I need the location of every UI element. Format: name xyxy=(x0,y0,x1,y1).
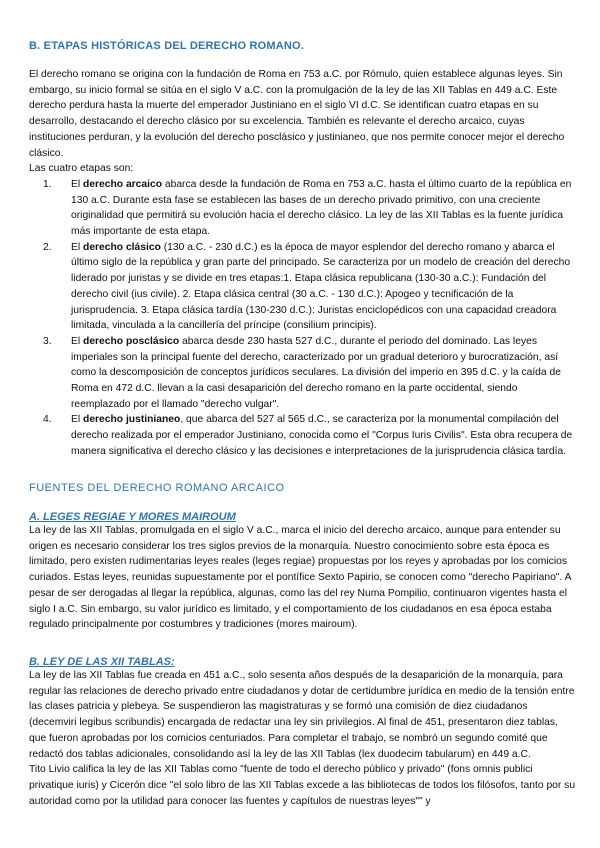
stage-prefix: El xyxy=(71,178,84,190)
stage-description: , que abarca del 527 al 565 d.C., se caracteriza por la monumental compilación del derecho realizada por el emperador Justiniano, conocida como el "Corpus Iuris Civilis". Esta obra recupera de manera significativa el derecho clásico y las decisiones e interpretaciones de la jurisprudencia clásica tardía. xyxy=(71,414,573,457)
stage-name: derecho posclásico xyxy=(83,335,180,347)
stages-list xyxy=(29,177,577,460)
fuentes-heading-block xyxy=(29,482,577,494)
sub-b-title: B. LEY DE LAS XII TABLAS: xyxy=(29,656,175,668)
sub-a-block xyxy=(29,511,577,633)
section-b-heading-block xyxy=(29,40,577,52)
stage-prefix: El xyxy=(71,241,84,253)
stage-item xyxy=(29,240,577,334)
stage-name: derecho clásico xyxy=(83,241,161,253)
stage-number: 4. xyxy=(43,414,52,426)
stage-number: 1. xyxy=(43,178,52,190)
stage-description: abarca desde la fundación de Roma en 753 a.C. hasta el último cuarto de la república en 130 a.C. Durante esta fase se establecen las bases de un derecho privado primitivo, con una creciente originalidad que permitirá su evolución hacia el derecho clásico. La ley de las XII Tablas es la fuente jurídica más importante de esta etapa. xyxy=(71,178,572,238)
stage-name: derecho justinianeo xyxy=(83,414,181,426)
stage-name: derecho arcaico xyxy=(83,178,163,190)
stage-prefix: El xyxy=(71,335,84,347)
stage-description: abarca desde 230 hasta 527 d.C., durante el periodo del dominado. Las leyes imperiales son la principal fuente del derecho, caracterizado por un gradual deterioro y burocratización, así como la descomposición de conceptos jurídicos seculares. La división del imperio en 395 d.C. y la caída de Roma en 472 d.C. llevan a la casi desaparición del derecho romano en la parte occidental, siendo reemplazado por el llamado "derecho vulgar". xyxy=(71,335,561,410)
sub-a-paragraph: La ley de las XII Tablas, promulgada en el siglo V a.C., marca el inicio del derecho arcaico, aunque para entender su origen es necesario considerar los tres siglos previos de la monarquía. Nuestro conocimiento sobre esta época es limitado, pero existen rudimentarias leyes reales (leges regiae) propuestas por los reyes y aprobadas por los comicios curiados. Estas leyes, reunidas supuestamente por el pontífice Sexto Papirio, se conocen como "derecho Papiriano". A pesar de ser derogadas al llegar la república, algunas, como las del rey Numa Pompilio, continuaron vigentes hasta el siglo I a.C. Sin embargo, su valor jurídico es limitado, y el comportamiento de los ciudadanos en esa época estaba regulado principalmente por costumbres y tradiciones (mores mairoum). xyxy=(29,525,571,631)
stage-number: 3. xyxy=(43,335,52,347)
sub-b-block xyxy=(29,656,577,809)
stage-item xyxy=(29,177,577,240)
list-intro: Las cuatro etapas son: xyxy=(29,163,134,175)
stage-item xyxy=(29,412,577,459)
sub-b-paragraph-2: Tito Livio califica la ley de las XII Tablas como "fuente de todo el derecho público y privado" (fons omnis publici privatique iuris) y Cicerón dice "el solo libro de las XII Tablas excede a las bibliotecas de todos los filósofos, tanto por su autoridad como por la utilidad para conocer las fuentes y capítulos de nuestras leyes"" y xyxy=(29,764,576,807)
sub-a-title: A. LEGES REGIAE Y MORES MAIROUM xyxy=(29,511,236,523)
stage-description: (130 a.C. - 230 d.C.) es la época de mayor esplendor del derecho romano y abarca el último siglo de la república y gran parte del principado. Se caracteriza por un modelo de creación del derecho liderado por juristas y se divide en tres etapas:1. Etapa clásica republicana (130-30 a.C.): Fundación del derecho civil (ius civile). 2. Etapa clásica central (30 a.C. - 130 d.C.): Apogeo y tecnificación de la jurisprudencia. 3. Etapa clásica tardía (130-230 d.C.): Juristas enciclopédicos con una capacidad creadora limitada, vinculada a la cancillería del príncipe (consilium principis). xyxy=(71,241,571,332)
stage-number: 2. xyxy=(43,241,52,253)
section-title-fuentes: FUENTES DEL DERECHO ROMANO ARCAICO xyxy=(29,482,285,494)
section-b-body xyxy=(29,67,577,460)
stage-item xyxy=(29,334,577,413)
section-title-etapas: B. ETAPAS HISTÓRICAS DEL DERECHO ROMANO. xyxy=(29,40,305,52)
intro-paragraph: El derecho romano se origina con la fundación de Roma en 753 a.C. por Rómulo, quien establece algunas leyes. Sin embargo, su inicio formal se sitúa en el siglo V a.C. con la promulgación de la ley de las XII Tablas en 449 a.C. Este derecho perdura hasta la muerte del emperador Justiniano en el siglo VI d.C. Se identifican cuatro etapas en su desarrollo, destacando el derecho clásico por su excelencia. También es relevante el derecho arcaico, cuyas instituciones perduran, y la evolución del derecho posclásico y justinianeo, que nos permite conocer mejor el derecho clásico. xyxy=(29,69,565,159)
sub-b-paragraph-1: La ley de las XII Tablas fue creada en 451 a.C., solo sesenta años después de la desaparición de la monarquía, para regular las relaciones de derecho privado entre ciudadanos y dotar de certidumbre jurídica en medio de la tensión entre las clases patricia y plebeya. Se suspendieron las magistraturas y se formó una comisión de diez ciudadanos (decemviri legibus scribundis) encargada de redactar una ley sin privilegios. Al final de 451, presentaron diez tablas, que fueron aprobadas por los comicios centuriados. Para completar el trabajo, se nombró un segundo comité que redactó dos tablas adicionales, consolidando así la ley de las XII Tablas (lex duodecim tabularum) en 449 a.C. xyxy=(29,670,575,760)
stage-prefix: El xyxy=(71,414,84,426)
